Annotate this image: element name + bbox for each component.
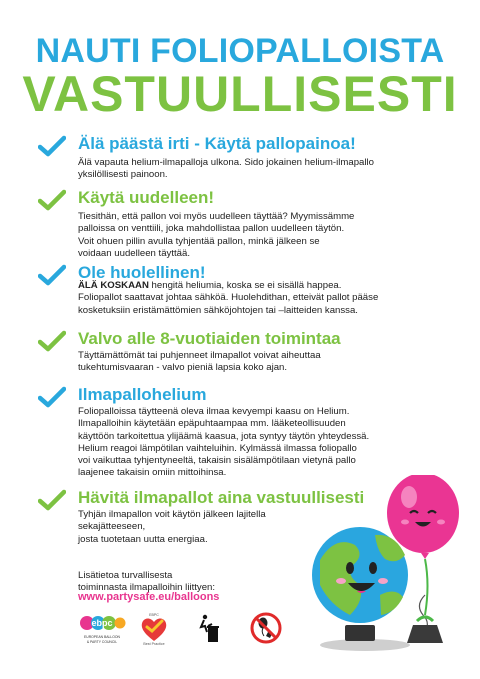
tip-title: Ilmapallohelium (78, 385, 207, 404)
svg-text:EBPC: EBPC (149, 613, 159, 617)
tip-body: Tiesithän, että pallon voi myös uudelleen täyttää? Myymissämme palloissa on venttiili, joka mahdollistaa pallon uudelleen täytön. Voit ohuen pillin avulla tyhjentää pallon, minkä jälkeen se voidaan uudelleen täyttää. (78, 211, 355, 259)
check-icon (38, 489, 66, 511)
tip-body: Älä vapauta helium-ilmapalloja ulkona. Sido jokainen helium-ilmapallo yksilöllisesti painoon. (78, 157, 374, 181)
best-practice-text: Best Practice (143, 642, 165, 646)
balloon-earth-illustration (305, 475, 470, 665)
tip-title: Hävitä ilmapallot aina vastuullisesti (78, 488, 365, 507)
tip-body: Tyhjän ilmapallon voit käytön jälkeen lajitella sekajätteeseen, josta tuotetaan uutta energiaa. (78, 509, 266, 545)
tip-body: Täyttämättömät tai puhjenneet ilmapallot voivat aiheuttaa tukehtumisvaaran - valvo pieniä lapsia koko ajan. (78, 350, 321, 374)
recycle-bin-icon (196, 614, 220, 644)
tip-title: Älä päästä irti - Käytä pallopainoa! (78, 134, 356, 153)
best-practice-logo (138, 612, 170, 646)
warning-emphasis: ÄLÄ KOSKAAN (78, 280, 149, 291)
title-line-2: VASTUULLISESTI (22, 66, 458, 122)
no-release-icon (250, 612, 282, 644)
partysafe-link[interactable]: www.partysafe.eu/balloons (78, 591, 220, 603)
tip-title: Ole huolellinen! (78, 263, 206, 282)
tip-title: Valvo alle 8-vuotiaiden toimintaa (78, 329, 341, 348)
tip-title: Käytä uudelleen! (78, 188, 215, 207)
check-icon (38, 189, 66, 211)
check-icon (38, 386, 66, 408)
tip-body-text: hengitä heliumia, koska se ei sisällä happea. Foliopallot saattavat johtaa sähköä. Huolehdithan, etteivät pallot pääse kosketuksiin eristämättömien sähköjohtojen tai –laitteiden kanssa. (78, 280, 379, 316)
check-icon (38, 330, 66, 352)
title-line-1: NAUTI FOLIOPALLOISTA (35, 32, 445, 70)
svg-text:& PARTY COUNCIL: & PARTY COUNCIL (86, 640, 118, 644)
svg-text:EUROPEAN BALLOON: EUROPEAN BALLOON (84, 635, 120, 639)
ebpc-logo (78, 612, 126, 646)
tip-body (78, 280, 408, 317)
ebpc-logo-text: ebpc (91, 618, 113, 628)
check-icon (38, 264, 66, 286)
more-info-text: Lisätietoa turvallisesta toiminnasta ilmapalloihin liittyen: (78, 570, 216, 594)
check-icon (38, 135, 66, 157)
tip-body: Foliopalloissa täytteenä oleva ilmaa kevyempi kaasu on Helium. Ilmapalloihin käytetään epäpuhtaampaa mm. lääketeollisuuden käyttöön tarkoitettua ylijäämä kaasua, jota syntyy täytön yhteydessä. Helium reagoi lämpötilan vaihteluihin. Kylmässä ilmassa foliopallo voi vaikuttaa tyhjentyneeltä, takaisin sisälämpötilaan vietynä pallo laajenee takaisin omiin mittoihinsa. (78, 406, 370, 479)
